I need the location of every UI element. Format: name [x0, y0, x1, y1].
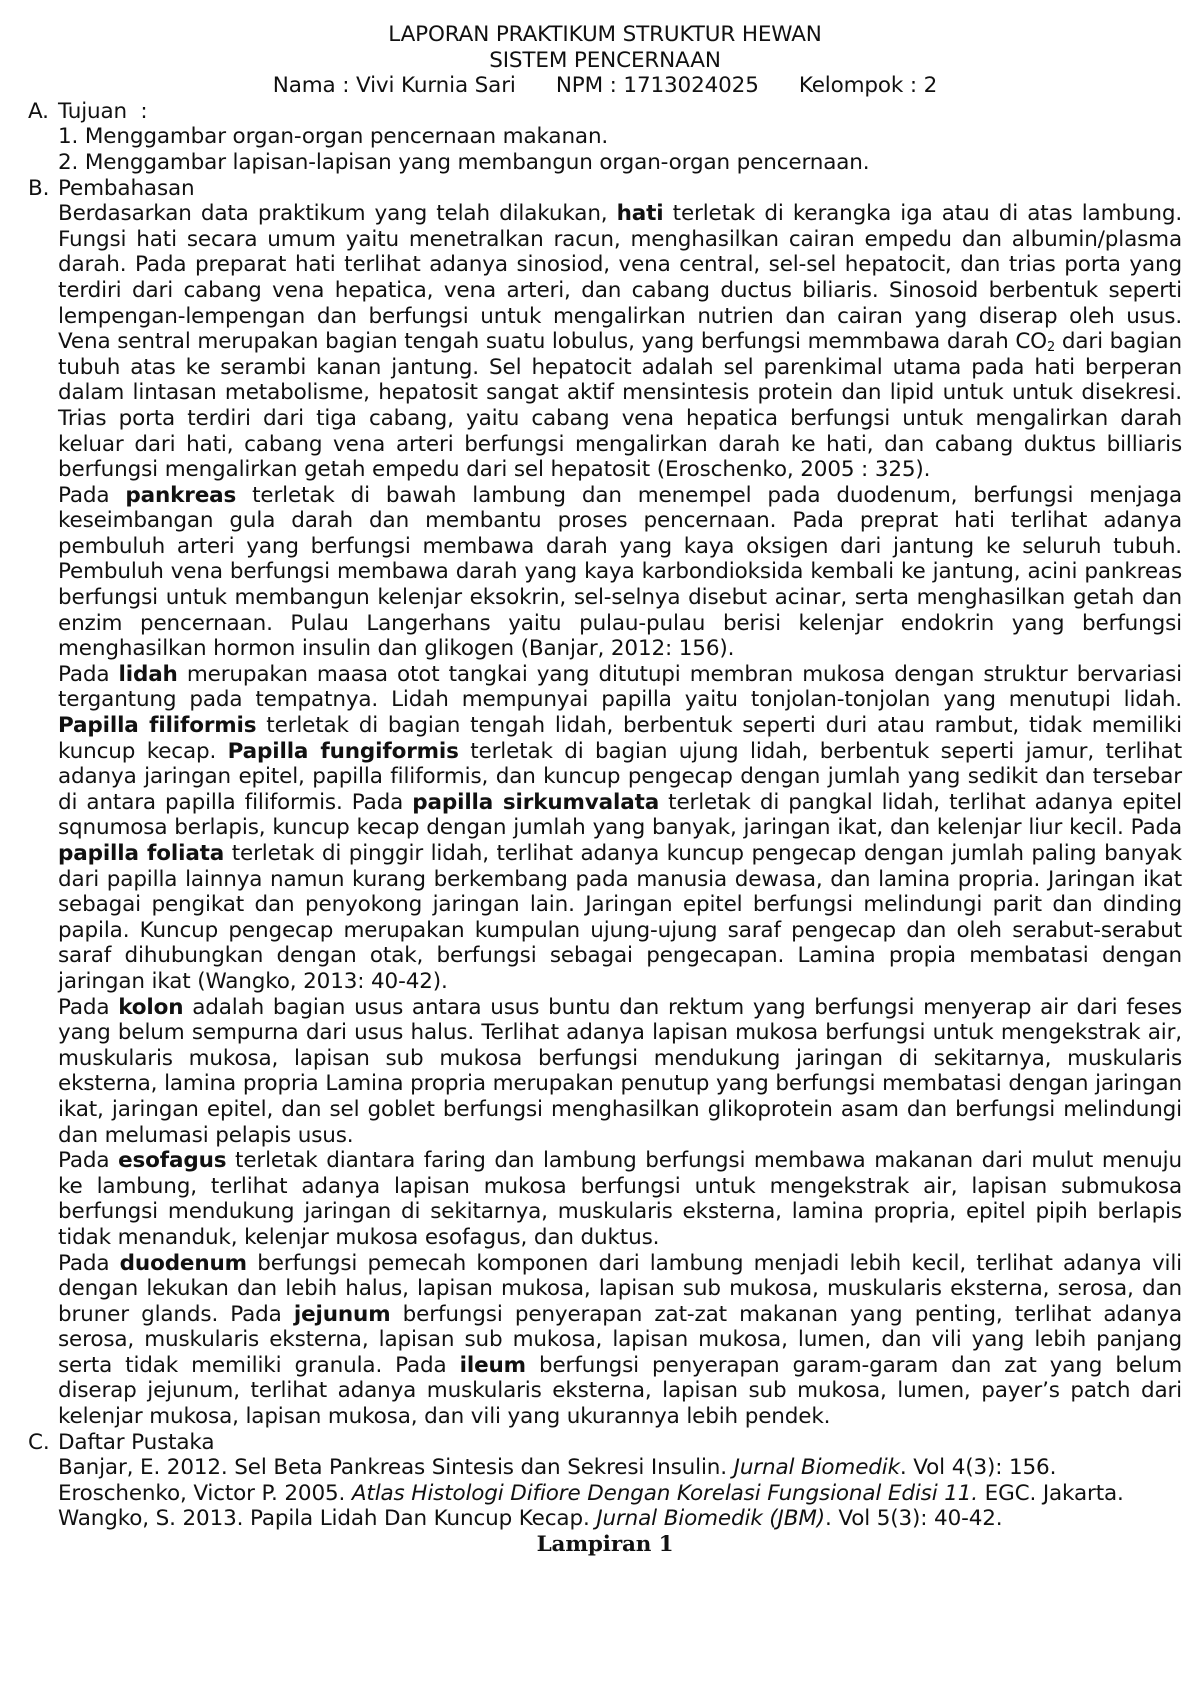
paragraph-kolon [28, 995, 1182, 1149]
paragraph-duodenum [28, 1251, 1182, 1430]
term-kolon: kolon [118, 994, 184, 1020]
section-title: Daftar Pustaka [58, 1429, 215, 1455]
reference-item [28, 1506, 1182, 1532]
text-run: Wangko, S. 2013. Papila Lidah Dan Kuncup Kecap. [58, 1506, 597, 1532]
text-run: Eroschenko, Victor P. 2005. [58, 1480, 352, 1506]
text-run: Pada [58, 994, 119, 1020]
term-papilla-foliata: papilla foliata [58, 841, 225, 866]
section-letter: C. [28, 1429, 50, 1455]
text-run: berfungsi penyerapan zat-zat makanan yang penting, terlihat adanya serosa, muskularis eksterna, lapisan sub mukosa, lapisan mukosa, lumen, dan vili yang lebih panjang serta tidak memiliki granula. Pada [58, 1301, 1182, 1378]
term-jejunum: jejunum [293, 1301, 391, 1327]
reference-item [28, 1481, 1182, 1507]
section-letter: B. [28, 175, 50, 201]
text-run: terletak di bagian tengah lidah, berbentuk seperti duri atau rambut, tidak memiliki kuncup kecap. [58, 713, 1183, 764]
objective-item: 1. Menggambar organ-organ pencernaan makanan. [58, 124, 609, 150]
term-ileum: ileum [459, 1352, 526, 1378]
objective-item: 2. Menggambar lapisan-lapisan yang membangun organ-organ pencernaan. [58, 149, 870, 175]
book-title: Atlas Histologi Difiore Dengan Korelasi Fungsional Edisi 11. [351, 1480, 978, 1506]
text-run: Banjar, E. 2012. Sel Beta Pankreas Sintesis dan Sekresi Insulin. [58, 1455, 734, 1481]
text-run: terletak di bagian ujung lidah, berbentuk seperti jamur, terlihat adanya jaringan epitel, papilla filiformis, dan kuncup pengecap dengan jumlah yang sedikit dan tersebar di antara papilla filiformis. Pada [58, 738, 1182, 815]
term-papilla-sirkumvalata: papilla sirkumvalata [412, 789, 660, 815]
text-run: terletak diantara faring dan lambung berfungsi membawa makanan dari mulut menuju ke lambung, terlihat adanya lapisan mukosa berfungsi untuk mengekstrak air, lapisan submukosa berfungsi mendukung jaringan di sekitarnya, muskularis eksterna, lamina propria, epitel pipih berlapis tidak menanduk, kelenjar mukosa esofagus, dan duktus. [58, 1148, 1182, 1250]
text-run: dari bagian tubuh atas ke serambi kanan jantung. Sel hepatocit adalah sel parenkimal utama pada hati berperan dalam lintasan metabolisme, hepatosit sangat aktif mensintesis protein dan lipid untuk untuk disekresi. Trias porta terdiri dari tiga cabang, yaitu cabang vena hepatica berfungsi untuk mengalirkan darah keluar dari hati, cabang vena arteri berfungsi mengalirkan darah ke hati, dan cabang duktus billiaris berfungsi mengalirkan getah empedu dari sel hepatosit (Eroschenko, 2005 : 325). [58, 329, 1182, 483]
paragraph-pankreas [28, 483, 1182, 662]
section-title: Pembahasan [58, 175, 195, 201]
journal-title: Jurnal Biomedik (JBM) [596, 1506, 825, 1532]
paragraph-lidah [28, 662, 1182, 995]
section-pembahasan-heading [28, 176, 1182, 202]
text-run: terletak di pangkal lidah, terlihat adanya epitel sqnumosa berlapis, kuncup kecap dengan jumlah yang banyak, jaringan ikat, dan kelenjar liur kecil. Pada [58, 789, 1182, 841]
text-run: EGC. Jakarta. [977, 1480, 1124, 1506]
term-papilla-fungiformis: Papilla fungiformis [227, 738, 459, 764]
section-pustaka-heading [28, 1430, 1182, 1456]
text-run: terletak di kerangka iga atau di atas lambung. Fungsi hati secara umum yaitu menetralkan racun, menghasilkan cairan empedu dan albumin/plasma darah. Pada preparat hati terlihat adanya sinosiod, vena central, sel-sel hepatocit, dan trias porta yang terdiri dari cabang vena hepatica, vena arteri, dan cabang ductus biliaris. Sinosoid berbentuk seperti lempengan-lempengan dan berfungsi untuk mengalirkan nutrien dan cairan yang diserap oleh usus. Vena sentral merupakan bagian tengah suatu lobulus, yang berfungsi memmbawa darah CO [58, 201, 1182, 355]
report-subtitle: SISTEM PENCERNAAN [489, 47, 721, 73]
section-tujuan-heading [28, 99, 1182, 125]
term-hati: hati [616, 201, 664, 227]
text-run: berfungsi penyerapan garam-garam dan zat yang belum diserap jejunum, terlihat adanya muskularis eksterna, lapisan sub mukosa, lumen, payer’s patch dari kelenjar mukosa, lapisan mukosa, dan vili yang ukurannya lebih pendek. [58, 1352, 1182, 1430]
paragraph-hati [28, 201, 1182, 483]
term-pankreas: pankreas [125, 482, 237, 508]
text-run: Pada [58, 482, 126, 508]
text-run: . Vol 4(3): 156. [899, 1455, 1057, 1481]
appendix-label: Lampiran 1 [536, 1532, 674, 1558]
paragraph-esofagus [28, 1148, 1182, 1250]
subscript: 2 [1046, 340, 1056, 356]
term-esofagus: esofagus [118, 1148, 227, 1174]
term-lidah: lidah [118, 661, 178, 687]
term-duodenum: duodenum [119, 1250, 247, 1276]
text-run: Berdasarkan data praktikum yang telah dilakukan, [58, 201, 617, 227]
student-info: Nama : Vivi Kurnia Sari NPM : 1713024025 Kelompok : 2 [272, 73, 938, 99]
text-run: Pada [58, 1250, 120, 1276]
text-run: terletak di pinggir lidah, terlihat adanya kuncup pengecap dengan jumlah paling banyak dari papilla lainnya namun kurang berkembang pada manusia dewasa, dan lamina propria. Jaringan ikat sebagai pengikat dan penyokong jaringan lain. Jaringan epitel berfungsi melindungi parit dan dinding papila. Kuncup pengecap merupakan kumpulan ujung-ujung saraf pengecap dan oleh serabut-serabut saraf dihubungkan dengan otak, berfungsi sebagai pengecapan. Lamina propia membatasi dengan jaringan ikat (Wangko, 2013: 40-42). [58, 841, 1182, 994]
text-run: berfungsi pemecah komponen dari lambung menjadi lebih kecil, terlihat adanya vili dengan lekukan dan lebih halus, lapisan mukosa, lapisan sub mukosa, muskularis eksterna, serosa, dan bruner glands. Pada [58, 1250, 1182, 1327]
text-run: merupakan maasa otot tangkai yang ditutupi membran mukosa dengan struktur bervariasi tergantung pada tempatnya. Lidah mempunyai papilla yaitu tonjolan-tonjolan yang menutupi lidah. [58, 661, 1182, 713]
section-letter: A. [28, 98, 49, 124]
text-run: Pada [58, 1148, 119, 1174]
journal-title: Jurnal Biomedik [733, 1455, 900, 1481]
text-run: adalah bagian usus antara usus buntu dan rektum yang berfungsi menyerap air dari feses yang belum sempurna dari usus halus. Terlihat adanya lapisan mukosa berfungsi untuk mengekstrak air, muskularis mukosa, lapisan sub mukosa berfungsi mendukung jaringan di sekitarnya, muskularis eksterna, lamina propria Lamina propria merupakan penutup yang berfungsi membatasi dengan jaringan ikat, jaringan epitel, dan sel goblet berfungsi menghasilkan glikoprotein asam dan berfungsi melindungi dan melumasi pelapis usus. [58, 994, 1182, 1148]
reference-item [28, 1455, 1182, 1481]
text-run: terletak di bawah lambung dan menempel pada duodenum, berfungsi menjaga keseimbangan gula darah dan membantu proses pencernaan. Pada preprat hati terlihat adanya pembuluh arteri yang berfungsi membawa darah yang kaya oksigen dari jantung ke seluruh tubuh. Pembuluh vena berfungsi membawa darah yang kaya karbondioksida kembali ke jantung, acini pankreas berfungsi untuk membangun kelenjar eksokrin, sel-selnya disebut acinar, serta menghasilkan getah dan enzim pencernaan. Pulau Langerhans yaitu pulau-pulau berisi kelenjar endokrin yang berfungsi menghasilkan hormon insulin dan glikogen (Banjar, 2012: 156). [58, 482, 1182, 662]
term-papilla-filiformis: Papilla filiformis [58, 713, 257, 739]
text-run: . Vol 5(3): 40-42. [824, 1506, 1003, 1532]
section-title: Tujuan : [58, 98, 148, 124]
report-title: LAPORAN PRAKTIKUM STRUKTUR HEWAN [388, 22, 822, 47]
text-run: Pada [58, 661, 119, 687]
